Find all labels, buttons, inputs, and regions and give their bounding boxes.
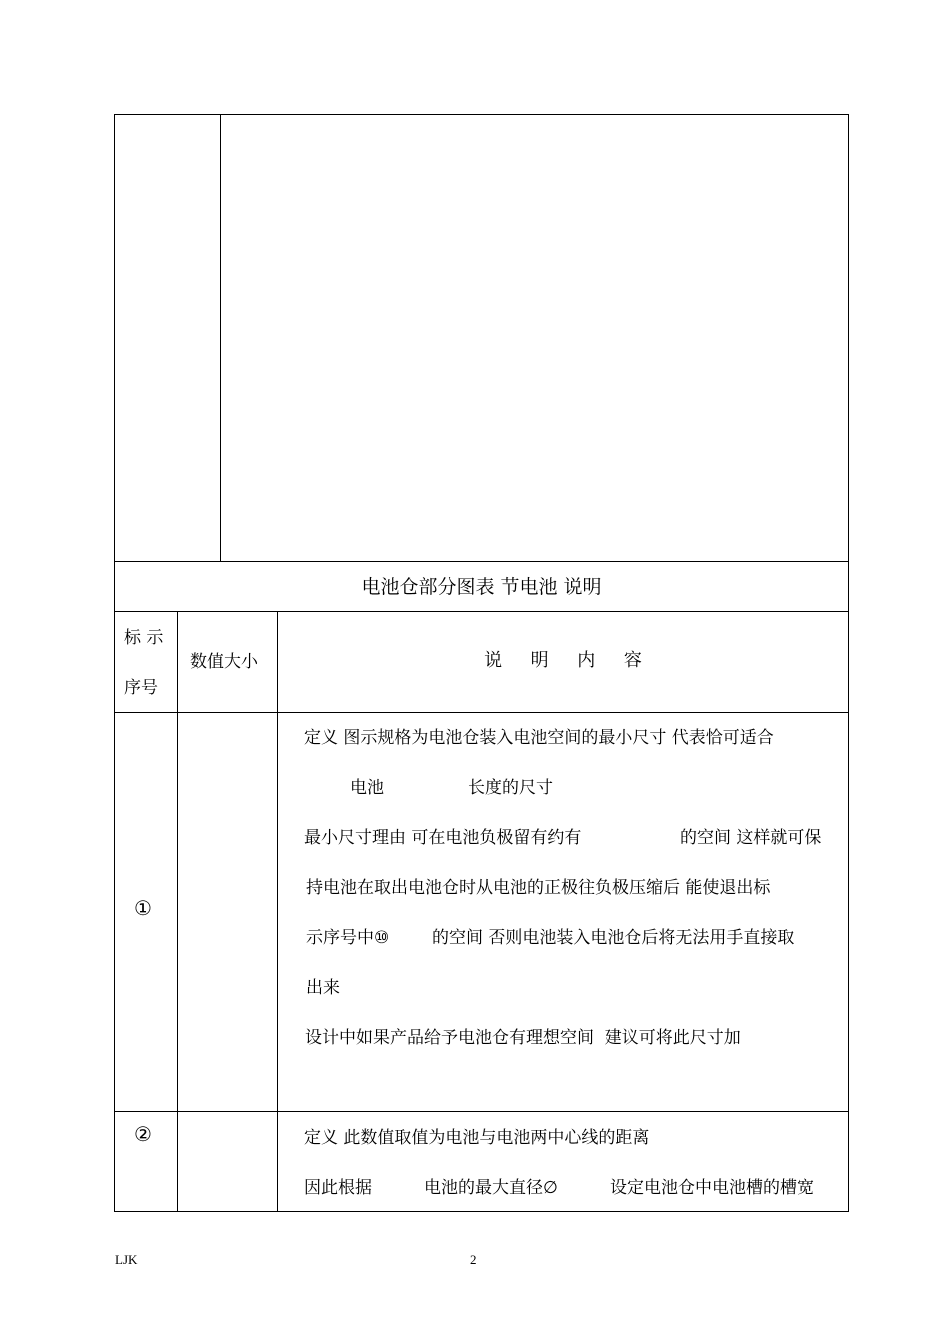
table-top-border xyxy=(114,114,849,115)
row2-line2c: 设定电池仓中电池槽的槽宽 xyxy=(610,1178,814,1198)
row2-line1: 定义 此数值取值为电池与电池两中心线的距离 xyxy=(304,1128,650,1148)
header-col3: 说 明 内 容 xyxy=(484,650,642,671)
col1-divider xyxy=(177,611,178,1211)
row1-line7: 设计中如果产品给予电池仓有理想空间 建议可将此尺寸加 xyxy=(305,1028,741,1048)
row1-line6: 出来 xyxy=(306,978,340,998)
col2-divider xyxy=(277,611,278,1211)
header-col1-line1: 标 示 xyxy=(124,628,164,648)
header-col2: 数值大小 xyxy=(190,652,258,672)
row1-line5a: 示序号中⑩ xyxy=(306,928,390,948)
row1-top-border xyxy=(114,712,849,713)
row1-line4: 持电池在取出电池仓时从电池的正极往负极压缩后 能使退出标 xyxy=(306,878,771,898)
section-title: 电池仓部分图表 节电池 说明 xyxy=(361,576,602,598)
header-col1-line2: 序号 xyxy=(124,678,158,698)
table-left-border xyxy=(114,114,115,1212)
row2-marker: ② xyxy=(134,1122,152,1146)
row2-line2a: 因此根据 xyxy=(304,1178,372,1198)
table-bottom-border xyxy=(114,1211,849,1212)
footer-left-label: LJK xyxy=(115,1252,138,1267)
top-block-divider xyxy=(220,114,221,561)
row1-line3a: 最小尺寸理由 可在电池负极留有约有 xyxy=(304,828,582,848)
row1-line5b: 的空间 否则电池装入电池仓后将无法用手直接取 xyxy=(432,928,795,948)
header-row-top-border xyxy=(114,611,849,612)
row2-top-border xyxy=(114,1111,849,1112)
page-number: 2 xyxy=(470,1252,477,1267)
row1-marker: ① xyxy=(134,896,152,920)
row1-line2a: 电池 xyxy=(350,778,384,798)
row1-line1: 定义 图示规格为电池仓装入电池空间的最小尺寸 代表恰可适合 xyxy=(304,728,774,748)
row1-line2b: 长度的尺寸 xyxy=(468,778,553,798)
row1-line3b: 的空间 这样就可保 xyxy=(680,828,822,848)
row2-line2b: 电池的最大直径∅ xyxy=(424,1178,558,1198)
table-right-border xyxy=(848,114,849,1212)
title-row-top-border xyxy=(114,561,849,562)
